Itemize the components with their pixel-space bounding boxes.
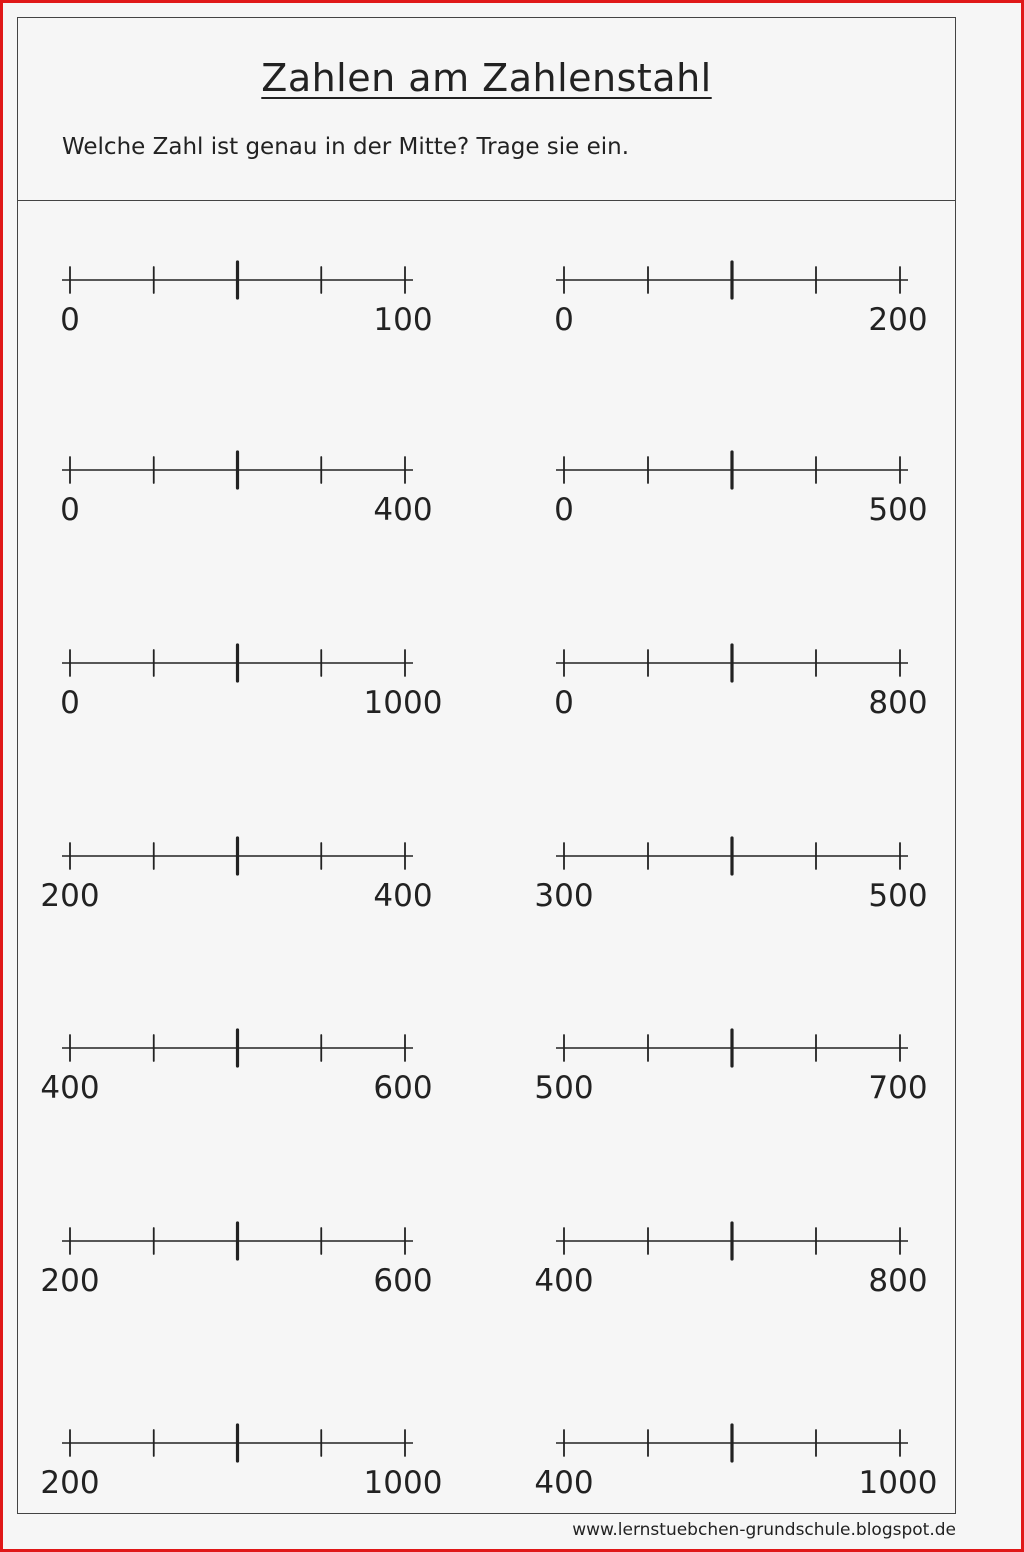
end-label: 1000 xyxy=(858,1465,938,1501)
number-line xyxy=(554,645,927,721)
start-label: 0 xyxy=(554,685,574,721)
number-line xyxy=(60,645,442,721)
start-label: 0 xyxy=(60,302,80,338)
end-label: 400 xyxy=(373,492,433,528)
number-line xyxy=(534,1030,927,1106)
end-label: 600 xyxy=(373,1070,433,1106)
worksheet-title: Zahlen am Zahlenstahl xyxy=(261,56,712,100)
end-label: 200 xyxy=(868,302,928,338)
number-line xyxy=(40,1223,432,1299)
start-label: 200 xyxy=(40,878,100,914)
start-label: 0 xyxy=(60,685,80,721)
number-line xyxy=(60,262,432,338)
number-line xyxy=(40,1030,432,1106)
end-label: 1000 xyxy=(363,1465,443,1501)
start-label: 400 xyxy=(534,1263,594,1299)
start-label: 300 xyxy=(534,878,594,914)
start-label: 0 xyxy=(60,492,80,528)
end-label: 500 xyxy=(868,492,928,528)
number-line xyxy=(554,452,927,528)
start-label: 0 xyxy=(554,302,574,338)
end-label: 700 xyxy=(868,1070,928,1106)
number-line xyxy=(554,262,927,338)
start-label: 500 xyxy=(534,1070,594,1106)
number-line xyxy=(40,838,432,914)
worksheet-instruction: Welche Zahl ist genau in der Mitte? Trage sie ein. xyxy=(62,134,630,160)
end-label: 400 xyxy=(373,878,433,914)
end-label: 500 xyxy=(868,878,928,914)
start-label: 400 xyxy=(534,1465,594,1501)
number-line xyxy=(40,1425,442,1501)
number-line xyxy=(60,452,432,528)
start-label: 400 xyxy=(40,1070,100,1106)
end-label: 600 xyxy=(373,1263,433,1299)
start-label: 200 xyxy=(40,1263,100,1299)
start-label: 200 xyxy=(40,1465,100,1501)
end-label: 1000 xyxy=(363,685,443,721)
number-line xyxy=(534,1223,927,1299)
end-label: 100 xyxy=(373,302,433,338)
footer-url: www.lernstuebchen-grundschule.blogspot.de xyxy=(572,1520,956,1540)
number-line xyxy=(534,1425,937,1501)
number-line xyxy=(534,838,927,914)
end-label: 800 xyxy=(868,685,928,721)
start-label: 0 xyxy=(554,492,574,528)
end-label: 800 xyxy=(868,1263,928,1299)
